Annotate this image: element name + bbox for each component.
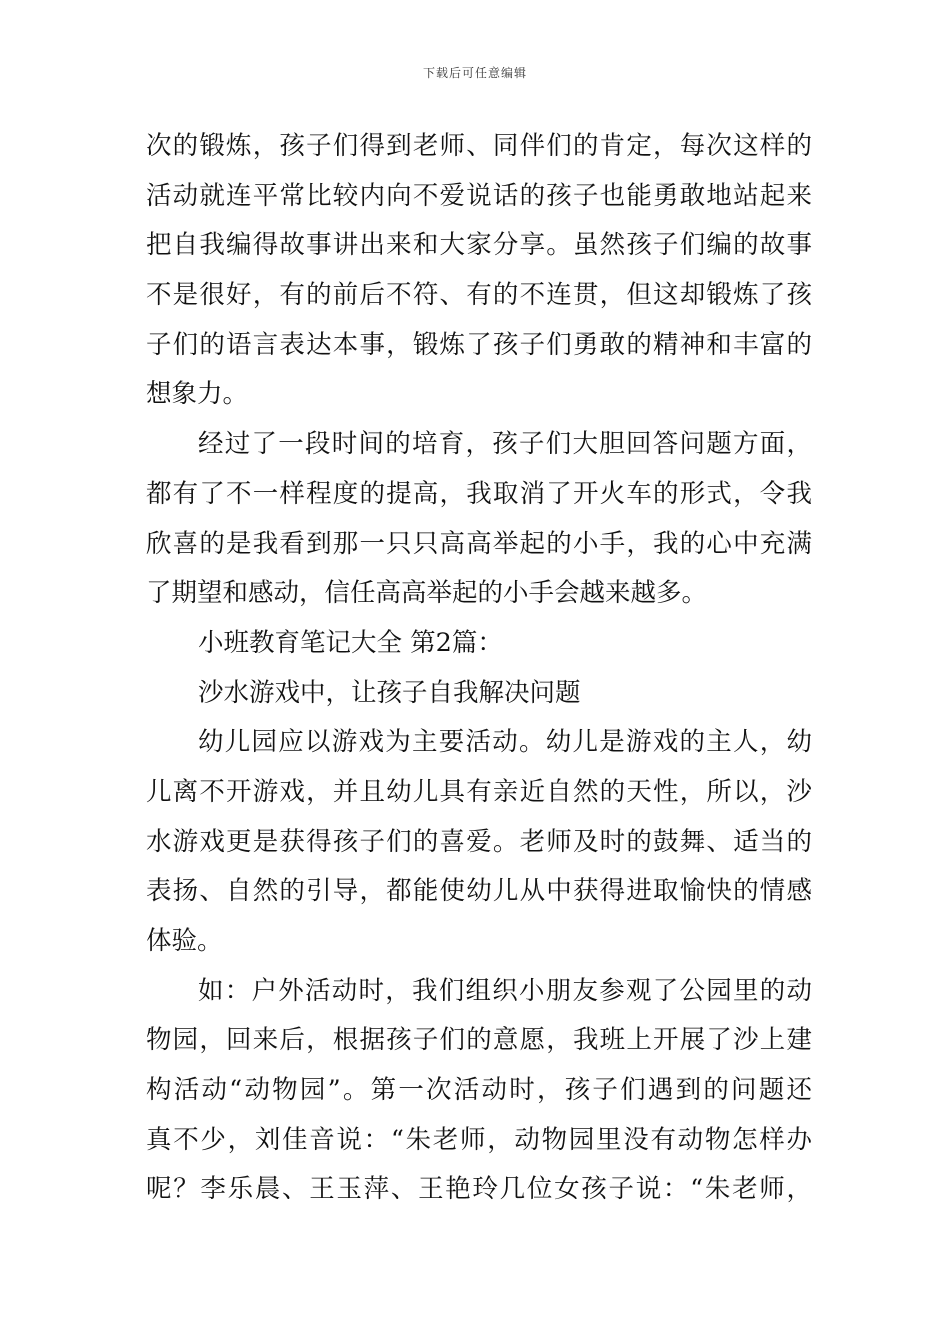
document-body <box>146 122 812 1215</box>
text-line: 不是很好，有的前后不符、有的不连贯，但这却锻炼了孩 <box>146 280 812 311</box>
text-line: 幼儿园应以游戏为主要活动。幼儿是游戏的主人，幼 <box>198 727 812 758</box>
text-line: 次的锻炼，孩子们得到老师、同伴们的肯定，每次这样的 <box>146 131 812 161</box>
text-line: 如：户外活动时，我们组织小朋友参观了公园里的动 <box>198 975 812 1006</box>
text-line: 活动就连平常比较内向不爱说话的孩子也能勇敢地站起来 <box>146 180 812 211</box>
text-line: 物园，回来后，根据孩子们的意愿，我班上开展了沙上建 <box>146 1025 812 1056</box>
text-line: 了期望和感动，信任高高举起的小手会越来越多。 <box>146 578 708 609</box>
text-line: 想象力。 <box>146 379 249 410</box>
text-line: 经过了一段时间的培育，孩子们大胆回答问题方面， <box>198 429 812 460</box>
text-line: 把自我编得故事讲出来和大家分享。虽然孩子们编的故事 <box>146 230 812 261</box>
text-line: 子们的语言表达本事，锻炼了孩子们勇敢的精神和丰富的 <box>146 329 812 360</box>
article-subtitle: 沙水游戏中，让孩子自我解决问题 <box>198 677 581 708</box>
text-line: 水游戏更是获得孩子们的喜爱。老师及时的鼓舞、适当的 <box>146 826 812 857</box>
text-line: 儿离不开游戏，并且幼儿具有亲近自然的天性，所以，沙 <box>146 776 812 807</box>
text-line: 表扬、自然的引导，都能使幼儿从中获得进取愉快的情感 <box>146 876 812 907</box>
section-title: 小班教育笔记大全 第2篇： <box>198 627 503 658</box>
text-line: 都有了不一样程度的提高，我取消了开火车的形式，令我 <box>146 478 812 509</box>
text-line: 欣喜的是我看到那一只只高高举起的小手，我的心中充满 <box>146 528 812 559</box>
text-line: 呢？李乐晨、王玉萍、王艳玲几位女孩子说：“朱老师， <box>146 1174 812 1205</box>
page-header: 下载后可任意编辑 <box>422 66 527 80</box>
text-line: 真不少，刘佳音说：“朱老师，动物园里没有动物怎样办 <box>146 1124 812 1155</box>
text-line: 体验。 <box>146 926 223 956</box>
text-line: 构活动“动物园”。第一次活动时，孩子们遇到的问题还 <box>146 1075 812 1106</box>
